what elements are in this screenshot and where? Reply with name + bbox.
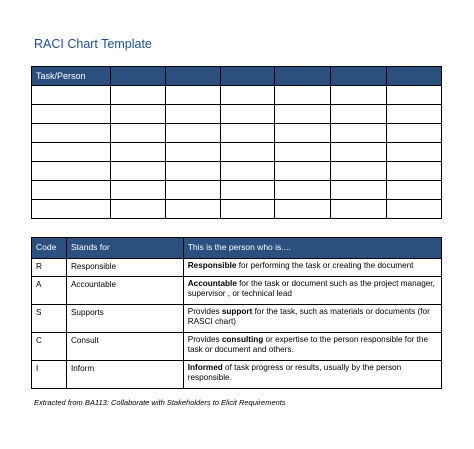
table-cell[interactable] <box>331 105 387 124</box>
table-row <box>32 181 442 200</box>
legend-description <box>183 277 441 305</box>
legend-description-prefix: Provides <box>187 307 222 316</box>
person-column-header <box>387 67 442 86</box>
legend-description <box>183 305 441 333</box>
table-cell[interactable] <box>165 105 220 124</box>
description-header: This is the person who is.... <box>183 238 441 259</box>
legend-keyword: support <box>221 307 253 316</box>
raci-legend-table <box>31 237 442 389</box>
table-cell[interactable] <box>275 105 331 124</box>
table-cell[interactable] <box>275 86 331 105</box>
table-cell[interactable] <box>165 86 220 105</box>
table-cell[interactable] <box>331 162 387 181</box>
table-cell[interactable] <box>165 143 220 162</box>
person-column-header <box>110 67 165 86</box>
table-cell[interactable] <box>331 143 387 162</box>
table-cell[interactable] <box>275 124 331 143</box>
legend-row-r <box>32 259 442 277</box>
table-cell[interactable] <box>387 86 442 105</box>
legend-row-s <box>32 305 442 333</box>
table-cell[interactable] <box>110 162 165 181</box>
table-cell[interactable] <box>32 86 111 105</box>
legend-keyword: Informed <box>187 363 223 372</box>
legend-code: R <box>32 259 67 277</box>
table-cell[interactable] <box>220 181 275 200</box>
task-person-header: Task/Person <box>32 67 111 86</box>
legend-description-text: or expertise to the person responsible for the task or document and others. <box>187 335 429 354</box>
table-cell[interactable] <box>387 143 442 162</box>
table-cell[interactable] <box>220 124 275 143</box>
table-cell[interactable] <box>387 124 442 143</box>
legend-keyword: consulting <box>221 335 264 344</box>
raci-grid-table <box>31 66 442 219</box>
table-cell[interactable] <box>387 162 442 181</box>
person-column-header <box>331 67 387 86</box>
table-cell[interactable] <box>220 86 275 105</box>
legend-header-row <box>32 238 442 259</box>
table-cell[interactable] <box>275 143 331 162</box>
table-cell[interactable] <box>331 124 387 143</box>
table-cell[interactable] <box>32 162 111 181</box>
table-cell[interactable] <box>110 181 165 200</box>
table-cell[interactable] <box>165 181 220 200</box>
table-cell[interactable] <box>220 162 275 181</box>
legend-row-i <box>32 361 442 389</box>
table-cell[interactable] <box>387 200 442 219</box>
legend-stands-for: Responsible <box>66 259 183 277</box>
legend-description <box>183 259 441 277</box>
legend-description <box>183 361 441 389</box>
legend-description-text: for the task or document such as the project manager, supervisor , or technical lead <box>187 279 435 298</box>
legend-code: A <box>32 277 67 305</box>
table-cell[interactable] <box>275 162 331 181</box>
stands-for-header: Stands for <box>66 238 183 259</box>
legend-stands-for: Consult <box>66 333 183 361</box>
table-row <box>32 200 442 219</box>
table-cell[interactable] <box>32 181 111 200</box>
legend-stands-for: Supports <box>66 305 183 333</box>
source-footnote: Extracted from BA113: Collaborate with Stakeholders to Elicit Requirements <box>34 398 286 407</box>
table-row <box>32 86 442 105</box>
legend-description <box>183 333 441 361</box>
table-cell[interactable] <box>275 181 331 200</box>
table-row <box>32 162 442 181</box>
legend-code: I <box>32 361 67 389</box>
table-cell[interactable] <box>32 200 111 219</box>
person-column-header <box>220 67 275 86</box>
table-cell[interactable] <box>32 105 111 124</box>
legend-stands-for: Accountable <box>66 277 183 305</box>
table-cell[interactable] <box>387 105 442 124</box>
table-cell[interactable] <box>220 143 275 162</box>
legend-code: S <box>32 305 67 333</box>
table-cell[interactable] <box>110 143 165 162</box>
legend-row-a <box>32 277 442 305</box>
table-cell[interactable] <box>275 200 331 219</box>
raci-grid-header-row <box>32 67 442 86</box>
table-cell[interactable] <box>331 86 387 105</box>
person-column-header <box>165 67 220 86</box>
legend-description-prefix: Provides <box>187 335 222 344</box>
table-row <box>32 143 442 162</box>
table-cell[interactable] <box>220 200 275 219</box>
table-cell[interactable] <box>110 124 165 143</box>
person-column-header <box>275 67 331 86</box>
table-cell[interactable] <box>110 200 165 219</box>
table-row <box>32 105 442 124</box>
table-cell[interactable] <box>165 124 220 143</box>
table-cell[interactable] <box>110 105 165 124</box>
table-cell[interactable] <box>110 86 165 105</box>
legend-code: C <box>32 333 67 361</box>
legend-description-text: for the task, such as materials or documents (for RASCI chart) <box>187 307 430 326</box>
code-header: Code <box>32 238 67 259</box>
table-cell[interactable] <box>331 181 387 200</box>
legend-description-text: of task progress or results, usually by the person responsible. <box>187 363 402 382</box>
legend-keyword: Accountable <box>187 279 237 288</box>
legend-stands-for: Inform <box>66 361 183 389</box>
table-cell[interactable] <box>165 200 220 219</box>
legend-description-text: for performing the task or creating the document <box>236 261 414 270</box>
table-cell[interactable] <box>387 181 442 200</box>
table-cell[interactable] <box>32 124 111 143</box>
table-cell[interactable] <box>220 105 275 124</box>
table-cell[interactable] <box>165 162 220 181</box>
legend-row-c <box>32 333 442 361</box>
table-row <box>32 124 442 143</box>
page-title: RACI Chart Template <box>34 37 152 51</box>
table-cell[interactable] <box>32 143 111 162</box>
legend-keyword: Responsible <box>187 261 237 270</box>
table-cell[interactable] <box>331 200 387 219</box>
